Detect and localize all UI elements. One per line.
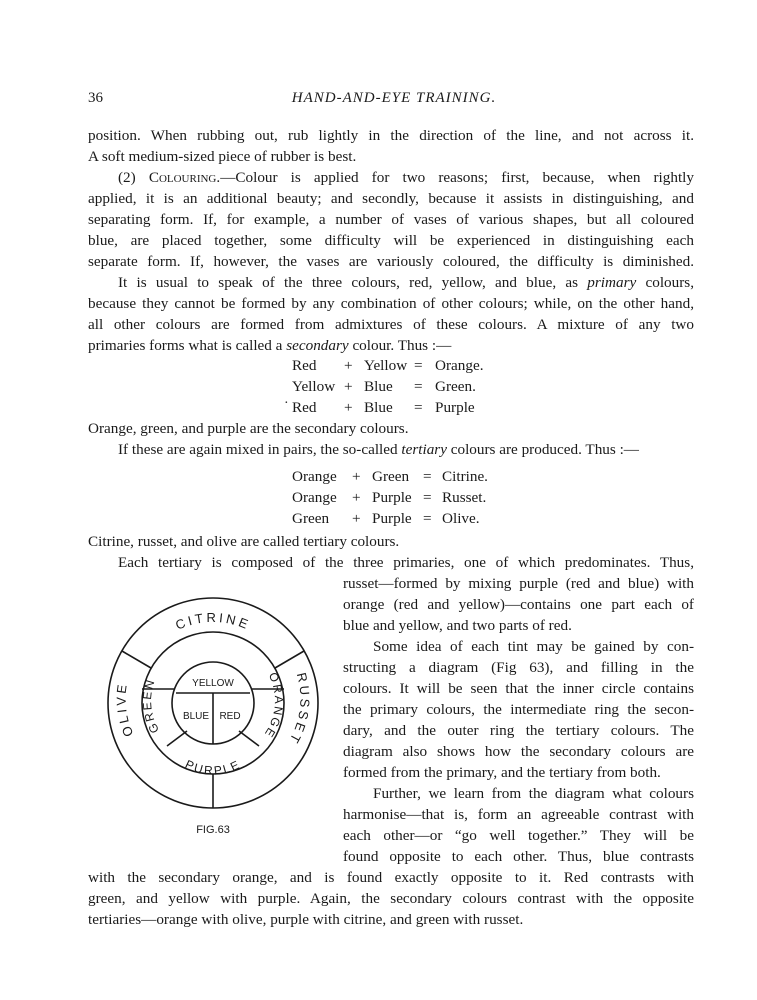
text-line: green, and yellow with purple. Again, the secondary colours contrast with the opposite <box>88 890 694 907</box>
text-line: tertiaries—orange with olive, purple with citrine, and green with russet. <box>88 911 524 928</box>
text-line: formed from the primary, and the tertiary from both. <box>343 764 661 781</box>
term-primary: primary <box>587 274 637 291</box>
running-title: HAND-AND-EYE TRAINING. <box>291 90 497 106</box>
text-line: found opposite to each other. Thus, blue contrasts <box>343 848 694 865</box>
text-line: primaries forms what is called a secondary colour. Thus :— <box>88 337 452 354</box>
text-line: diagram also shows how the secondary colours are <box>343 743 694 760</box>
section-heading: Colouring <box>148 169 217 186</box>
text-line: A soft medium-sized piece of rubber is best. <box>88 148 357 165</box>
primary-label-blue: BLUE <box>182 711 210 722</box>
colour-wheel-figure <box>98 593 328 843</box>
primary-label-red: RED <box>219 711 241 722</box>
running-header <box>88 90 700 112</box>
text-line: blue, are placed together, some difficulty will be experienced in distinguishing each <box>88 232 694 249</box>
text-line: Each tertiary is composed of the three primaries, one of which predominates. Thus, <box>118 554 694 571</box>
paragraph-colouring <box>88 167 694 272</box>
term-tertiary: tertiary <box>401 441 447 458</box>
text-line: because they cannot be formed by any combination of other colours; while, on the other hand, <box>88 295 694 312</box>
paragraph-tertiary-note <box>88 531 694 573</box>
colour-wheel-diagram <box>98 593 328 843</box>
primary-label-yellow: YELLOW <box>192 678 234 689</box>
equation-row: Orange + Purple = Russet. <box>292 489 487 506</box>
tertiary-equations <box>292 466 522 529</box>
term-secondary: secondary <box>286 337 349 354</box>
text-line: Orange, green, and purple are the secondary colours. <box>88 420 409 437</box>
page-number: 36 <box>88 90 103 106</box>
secondary-label-purple: PURPLE <box>182 757 244 778</box>
text-line: It is usual to speak of the three colours, red, yellow, and blue, as primary colours, <box>118 274 694 291</box>
secondary-label-orange: ORANGE <box>260 670 286 742</box>
text-line: separating form. If, for example, a number of vases of various shapes, but all coloured <box>88 211 694 228</box>
equation-row: Red + Yellow = Orange. <box>292 357 484 374</box>
text-line: the primary colours, the intermediate ring the secon- <box>343 701 694 718</box>
text-line: (2) Colouring.—Colour is applied for two reasons; first, because, when rightly <box>118 169 694 186</box>
paragraph-contrasts <box>88 867 694 930</box>
text-line: If these are again mixed in pairs, the so-called tertiary colours are produced. Thus :— <box>118 441 639 458</box>
figure-caption: FIG.63 <box>196 824 230 836</box>
tertiary-label-citrine: CITRINE <box>173 609 253 633</box>
stray-dot-mark: · <box>284 396 289 411</box>
equation-row: Yellow + Blue = Green. <box>292 378 476 395</box>
text-line: Citrine, russet, and olive are called tertiary colours. <box>88 533 400 550</box>
text-line: orange (red and yellow)—contains one part each of <box>343 596 694 613</box>
text-line: separate form. If, however, the vases are variously coloured, the difficulty is diminished. <box>88 253 694 270</box>
text-line: colours. It will be seen that the inner circle contains <box>343 680 694 697</box>
text-line: dary, and the outer ring the tertiary colours. The <box>343 722 694 739</box>
paragraph-secondary-note <box>88 418 694 460</box>
text-line: with the secondary orange, and is found exactly opposite to it. Red contrasts with <box>88 869 694 886</box>
equation-row: Orange + Green = Citrine. <box>292 468 488 485</box>
equation-row: Red + Blue = Purple <box>292 399 475 416</box>
text-line: Further, we learn from the diagram what colours <box>373 785 694 802</box>
text-line: russet—formed by mixing purple (red and blue) with <box>343 575 694 592</box>
text-line: position. When rubbing out, rub lightly in the direction of the line, and not across it. <box>88 127 694 144</box>
tertiary-label-olive: OLIVE <box>113 680 137 739</box>
text-line: blue and yellow, and two parts of red. <box>343 617 572 634</box>
divider <box>122 651 151 668</box>
tertiary-label-russet: RUSSET <box>285 671 313 748</box>
equation-row: Green + Purple = Olive. <box>292 510 480 527</box>
divider <box>167 731 187 746</box>
divider <box>239 731 259 746</box>
divider <box>275 651 304 668</box>
wrapped-text-column <box>343 573 694 867</box>
text-line: applied, it is an additional beauty; and secondly, because it assists in distinguishing, and <box>88 190 694 207</box>
paragraph-rubbing <box>88 125 694 167</box>
text-line: all other colours are formed from admixtures of these colours. A mixture of any two <box>88 316 694 333</box>
text-line: each other—or “go well together.” They will be <box>343 827 694 844</box>
text-line: structing a diagram (Fig 63), and filling in the <box>343 659 694 676</box>
secondary-equations <box>292 355 512 418</box>
paragraph-primary <box>88 272 694 356</box>
text-line: Some idea of each tint may be gained by con- <box>373 638 694 655</box>
text-line: harmonise—that is, form an agreeable contrast with <box>343 806 694 823</box>
secondary-label-green: GREEN <box>139 676 162 736</box>
